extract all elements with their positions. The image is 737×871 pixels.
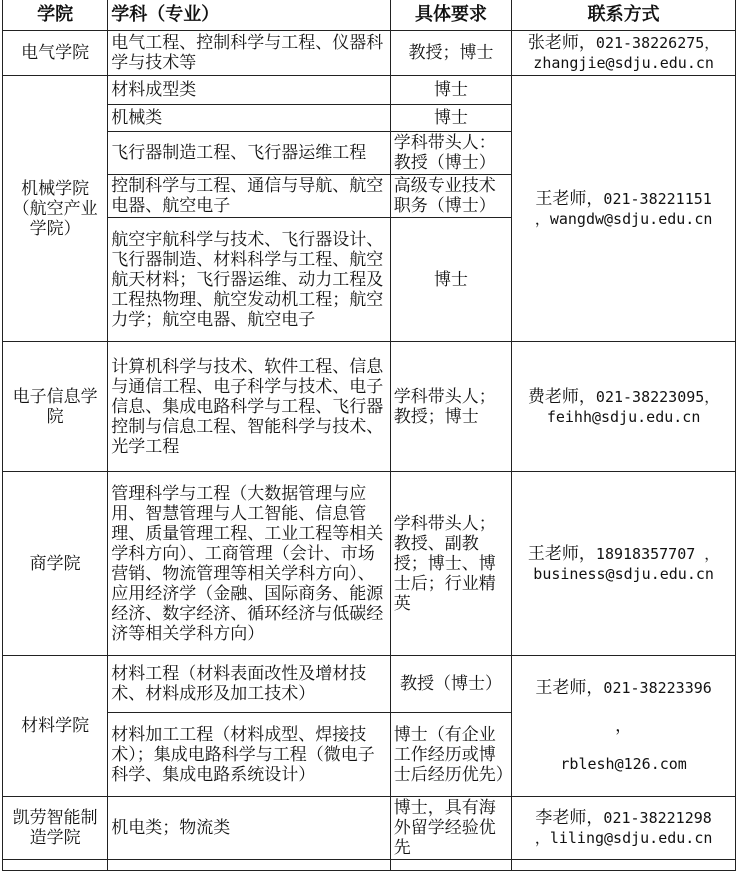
college-cell: 机械学院（航空产业学院） xyxy=(3,76,108,342)
header-discipline: 学科（专业） xyxy=(108,0,390,31)
contact-name: 张老师， xyxy=(527,33,596,53)
table-row-partial xyxy=(3,860,736,871)
contact-name: 王老师， xyxy=(535,188,604,209)
discipline-cell: 飞行器制造工程、飞行器运维工程 xyxy=(108,132,390,175)
table-row xyxy=(3,656,736,713)
table-row xyxy=(3,342,736,472)
discipline-cell: 材料工程（材料表面改性及增材技术、材料成形及加工技术） xyxy=(108,656,390,713)
table-row xyxy=(3,76,736,105)
discipline-cell: 材料成型类 xyxy=(108,76,390,105)
contact-phone: 021-38223095， xyxy=(595,387,720,406)
contact-cell xyxy=(512,31,736,76)
partial-cell xyxy=(108,860,390,871)
contact-phone: 021-38221151 xyxy=(603,189,712,208)
college-cell: 电气学院 xyxy=(3,31,108,76)
table-row xyxy=(3,31,736,76)
contact-line xyxy=(515,189,732,209)
contact-cell xyxy=(512,472,736,656)
contact-email: rblesh@126.com xyxy=(560,755,687,773)
requirement-cell: 学科带头人；教授；博士 xyxy=(390,342,511,472)
contact-email: feihh@sdju.edu.cn xyxy=(546,407,701,426)
requirement-cell: 博士（有企业工作经历或博士后经历优先） xyxy=(390,713,511,797)
requirement-cell: 学科带头人；教授、副教授；博士、博士后；行业精英 xyxy=(390,472,511,656)
table-row xyxy=(3,797,736,860)
requirement-cell: 学科带头人：教授（博士） xyxy=(390,132,511,175)
contact-phone: 18918357707 ， xyxy=(595,544,720,563)
requirement-cell: 博士 xyxy=(390,218,511,342)
contact-email: zhangjie@sdju.edu.cn xyxy=(533,54,714,72)
contact-line xyxy=(515,808,732,828)
college-cell: 商学院 xyxy=(3,472,108,656)
header-contact: 联系方式 xyxy=(512,0,736,31)
requirement-cell: 高级专业技术职务（博士） xyxy=(390,175,511,218)
discipline-cell: 计算机科学与技术、软件工程、信息与通信工程、电子科学与技术、电子信息、集成电路科学与工程、飞行器控制与信息工程、智能科学与技术、光学工程 xyxy=(108,342,390,472)
contact-line xyxy=(515,678,732,698)
contact-name: 王老师， xyxy=(535,678,604,698)
header-college: 学院 xyxy=(3,0,108,31)
requirement-cell: 教授；博士 xyxy=(390,31,511,76)
contact-name: 李老师， xyxy=(535,808,604,828)
contact-name: 费老师， xyxy=(527,386,596,407)
contact-cell xyxy=(512,656,736,797)
contact-phone: 021-38226275， xyxy=(595,34,720,52)
contact-cell xyxy=(512,797,736,860)
partial-cell xyxy=(512,860,736,871)
college-cell: 凯劳智能制造学院 xyxy=(3,797,108,860)
header-requirement: 具体要求 xyxy=(390,0,511,31)
contact-phone: 021-38223396 xyxy=(603,679,712,697)
discipline-cell: 航空宇航科学与技术、飞行器设计、飞行器制造、材料科学与工程、航空航天材料；飞行器运维、动力工程及工程热物理、航空发动机工程；航空力学；航空电器、航空电子 xyxy=(108,218,390,342)
requirement-cell: 博士 xyxy=(390,105,511,132)
table-row xyxy=(3,472,736,656)
contact-cell xyxy=(512,342,736,472)
contact-line xyxy=(515,544,732,564)
contact-email: ，wangdw@sdju.edu.cn xyxy=(534,209,713,228)
partial-cell xyxy=(390,860,511,871)
contact-email: ，liling@sdju.edu.cn xyxy=(534,829,713,847)
discipline-cell: 管理科学与工程（大数据管理与应用、智慧管理与人工智能、信息管理、质量管理工程、工业工程等相关学科方向）、工商管理（会计、市场营销、物流管理等相关学科方向）、应用经济学（金融、国际商务、能源经济、数字经济、循环经济与低碳经济等相关学科方向） xyxy=(108,472,390,656)
requirement-cell: 博士，具有海外留学经验优先 xyxy=(390,797,511,860)
discipline-cell: 机械类 xyxy=(108,105,390,132)
requirement-cell: 教授（博士） xyxy=(390,656,511,713)
discipline-cell: 控制科学与工程、通信与导航、航空电器、航空电子 xyxy=(108,175,390,218)
contact-email: business@sdju.edu.cn xyxy=(533,564,714,583)
discipline-cell: 电气工程、控制科学与工程、仪器科学与技术等 xyxy=(108,31,390,76)
college-cell: 材料学院 xyxy=(3,656,108,797)
partial-cell xyxy=(3,860,108,871)
header-row xyxy=(3,0,736,31)
contact-phone: 021-38221298 xyxy=(603,809,712,827)
recruitment-table xyxy=(2,0,736,871)
college-cell: 电子信息学院 xyxy=(3,342,108,472)
discipline-cell: 材料加工工程（材料成型、焊接技术）；集成电路科学与工程（微电子科学、集成电路系统设计） xyxy=(108,713,390,797)
contact-cell xyxy=(512,76,736,342)
contact-comma: ， xyxy=(615,716,633,736)
discipline-cell: 机电类；物流类 xyxy=(108,797,390,860)
contact-name: 王老师， xyxy=(527,543,596,564)
requirement-cell: 博士 xyxy=(390,76,511,105)
contact-line xyxy=(515,33,732,53)
contact-line xyxy=(515,387,732,407)
